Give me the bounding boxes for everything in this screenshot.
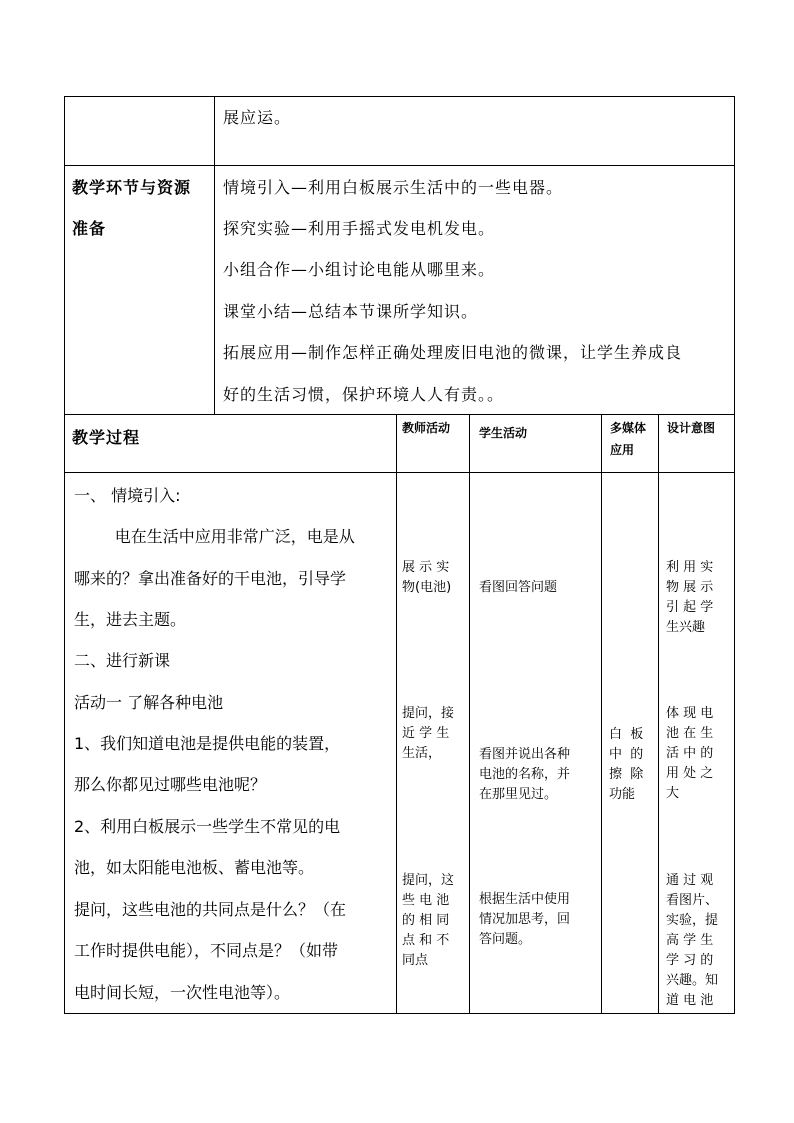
design-line: 实验，提 <box>666 913 719 928</box>
design-column-divider <box>658 414 659 1014</box>
process-line: 电时间长短，一次性电池等）。 <box>74 983 291 1002</box>
teacher-line: 些 电 池 <box>402 893 450 908</box>
media-line: 擦 除 <box>609 767 644 782</box>
process-line: 那么你都见过哪些电池呢？ <box>74 775 267 794</box>
design-line: 物 展 示 <box>666 580 714 595</box>
teacher-line: 生活， <box>402 746 442 761</box>
student-line: 看图回答问题 <box>479 580 558 595</box>
teacher-line: 近 学 生 <box>402 726 450 741</box>
process-line: 电在生活中应用非常广泛，电是从 <box>74 527 355 546</box>
header-teacher: 教师活动 <box>402 421 451 435</box>
row2-line: 课堂小结—总结本节课所学知识。 <box>223 302 479 321</box>
row-divider-2 <box>64 414 735 415</box>
process-line: 二、进行新课 <box>74 651 171 670</box>
header-process: 教学过程 <box>72 428 141 447</box>
process-line: 生，进去主题。 <box>74 610 187 629</box>
design-line: 高 学 生 <box>666 933 714 948</box>
process-line: 工作时提供电能），不同点是？（如带 <box>74 941 339 960</box>
row1-right-text: 展应运。 <box>223 108 292 127</box>
table-bottom-border <box>64 1013 735 1014</box>
table-top-border <box>64 96 735 97</box>
student-line: 情况加思考，回 <box>479 912 571 927</box>
design-line: 通 过 观 <box>666 873 714 888</box>
design-line: 兴趣。知 <box>666 973 719 988</box>
design-line: 体 现 电 <box>666 706 714 721</box>
process-line: 1、我们知道电池是提供电能的装置， <box>74 734 341 753</box>
label-column-divider <box>214 96 215 415</box>
row2-line: 情境引入—利用白板展示生活中的一些电器。 <box>223 178 564 197</box>
teacher-line: 提问，接 <box>402 706 455 721</box>
student-line: 根据生活中使用 <box>479 892 571 907</box>
design-line: 学 习 的 <box>666 953 714 968</box>
student-column-divider <box>469 414 470 1014</box>
design-line: 利 用 实 <box>666 560 714 575</box>
media-line: 白 板 <box>609 727 644 742</box>
header-student: 学生活动 <box>479 426 528 440</box>
media-column-divider <box>601 414 602 1014</box>
row2-line: 好的生活习惯，保护环境人人有责。。 <box>223 385 505 404</box>
row2-label-line2: 准备 <box>72 219 107 238</box>
process-line: 活动一 了解各种电池 <box>74 693 224 712</box>
design-line: 活 中 的 <box>666 746 714 761</box>
process-line: 池，如太阳能电池板、蓄电池等。 <box>74 858 315 877</box>
teacher-line: 提问，这 <box>402 873 455 888</box>
media-line: 功能 <box>609 787 636 802</box>
process-line: 提问，这些电池的共同点是什么？（在 <box>74 900 347 919</box>
student-line: 在那里见过。 <box>479 787 558 802</box>
process-line: 2、利用白板展示一些学生不常见的电 <box>74 817 341 836</box>
header-media-line1: 多媒体 <box>610 421 647 435</box>
teacher-line: 展 示 实 <box>402 560 450 575</box>
row2-line: 拓展应用—制作怎样正确处理废旧电池的微课，让学生养成良 <box>223 343 683 362</box>
student-line: 答问题。 <box>479 932 532 947</box>
design-line: 看图片、 <box>666 893 719 908</box>
teacher-line: 的 相 同 <box>402 913 450 928</box>
design-line: 道 电 池 <box>666 993 714 1008</box>
media-line: 中 的 <box>609 747 644 762</box>
header-design: 设计意图 <box>667 421 716 435</box>
row2-line: 小组合作—小组讨论电能从哪里来。 <box>223 260 496 279</box>
table-right-border <box>734 96 735 1014</box>
teacher-line: 同点 <box>402 953 429 968</box>
design-line: 生兴趣 <box>666 620 706 635</box>
header-media-line2: 应用 <box>610 443 635 457</box>
process-line: 哪来的？拿出准备好的干电池，引导学 <box>74 569 347 588</box>
row2-label-line1: 教学环节与资源 <box>72 178 192 197</box>
design-line: 池 在 生 <box>666 726 714 741</box>
student-line: 看图并说出各种 <box>479 747 571 762</box>
design-line: 引 起 学 <box>666 600 714 615</box>
row-divider-1 <box>64 165 735 166</box>
row2-line: 探究实验—利用手摇式发电机发电。 <box>223 219 496 238</box>
teacher-column-divider <box>396 414 397 1014</box>
design-line: 大 <box>666 786 680 801</box>
teacher-line: 物(电池) <box>402 580 452 595</box>
design-line: 用 处 之 <box>666 766 714 781</box>
process-line: 一、 情境引入: <box>74 486 181 505</box>
teacher-line: 点 和 不 <box>402 933 450 948</box>
student-line: 电池的名称，并 <box>479 767 571 782</box>
row-divider-3 <box>64 472 735 473</box>
table-left-border <box>64 96 65 1014</box>
